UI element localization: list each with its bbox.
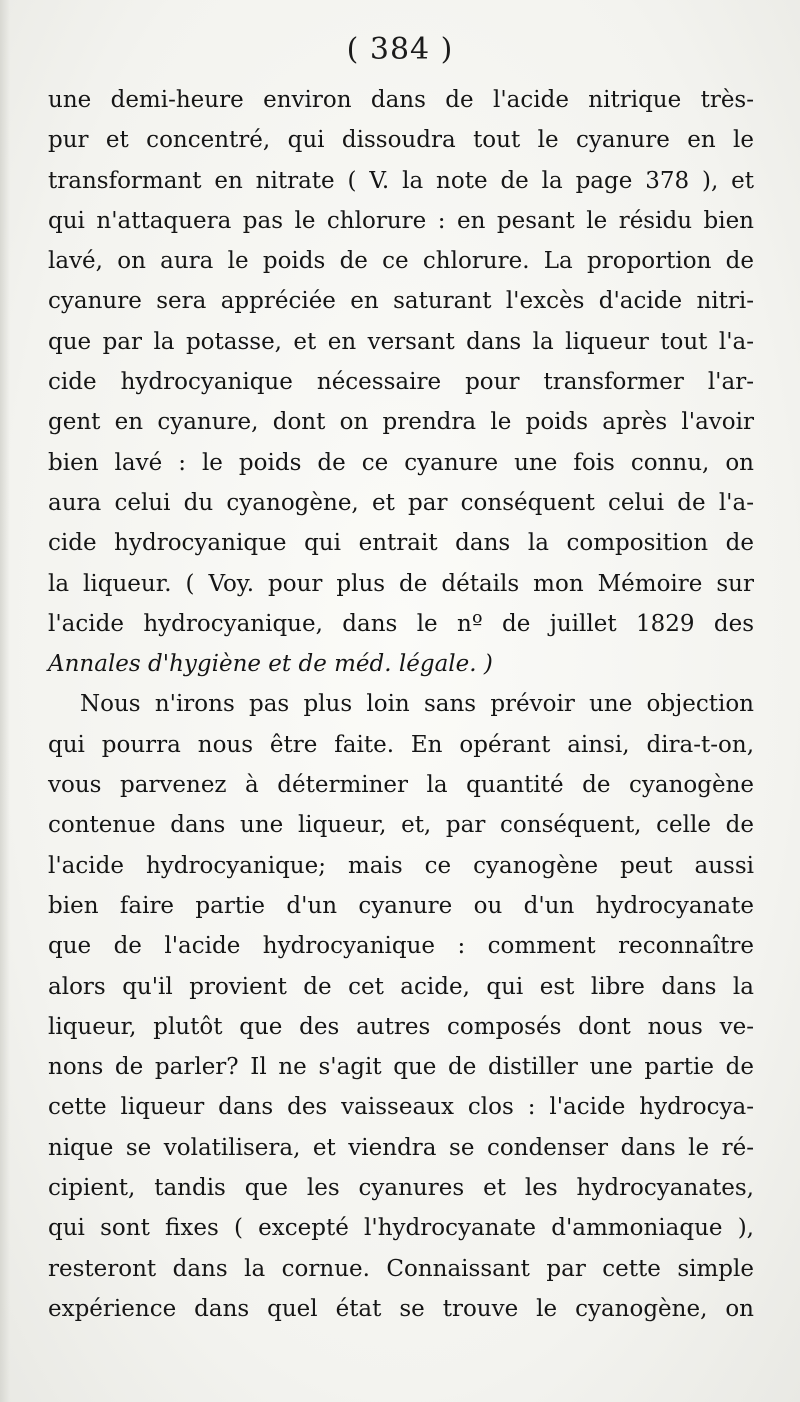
text-line: qui n'attaquera pas le chlorure : en pesant le résidu bien (48, 207, 754, 234)
body-text (48, 80, 754, 1329)
text-line: cide hydrocyanique nécessaire pour transformer l'ar- (48, 369, 754, 396)
text-line: contenue dans une liqueur, et, par conséquent, celle de (48, 812, 754, 839)
text-line: nique se volatilisera, et viendra se condenser dans le ré- (48, 1134, 754, 1161)
text-line: lavé, on aura le poids de ce chlorure. La proportion de (48, 248, 754, 275)
text-line: cette liqueur dans des vaisseaux clos : l'acide hydrocya- (48, 1094, 754, 1121)
text-line: qui pourra nous être faite. En opérant ainsi, dira-t-on, (48, 731, 754, 758)
text-line: que par la potasse, et en versant dans la liqueur tout l'a- (48, 328, 754, 355)
text-line: transformant en nitrate ( V. la note de la page 378 ), et (48, 167, 754, 194)
journal-citation-line: Annales d'hygiène et de méd. légale. ) (48, 651, 493, 678)
text-line: cipient, tandis que les cyanures et les hydrocyanates, (48, 1175, 754, 1202)
text-line: qui sont fixes ( excepté l'hydrocyanate d'ammoniaque ), (48, 1215, 754, 1242)
text-line: pur et concentré, qui dissoudra tout le cyanure en le (48, 127, 754, 154)
text-line: gent en cyanure, dont on prendra le poids après l'avoir (48, 409, 754, 436)
text-line: que de l'acide hydrocyanique : comment reconnaître (48, 933, 754, 960)
text-line: vous parvenez à déterminer la quantité de cyanogène (48, 772, 754, 799)
text-line: nons de parler? Il ne s'agit que de distiller une partie de (48, 1054, 754, 1081)
text-line: expérience dans quel état se trouve le cyanogène, on (48, 1295, 754, 1322)
text-line: bien faire partie d'un cyanure ou d'un hydrocyanate (48, 892, 754, 919)
text-line: alors qu'il provient de cet acide, qui est libre dans la (48, 973, 754, 1000)
text-line: une demi-heure environ dans de l'acide nitrique très- (48, 87, 754, 113)
text-line: l'acide hydrocyanique, dans le nº de juillet 1829 des (48, 610, 754, 637)
text-line: aura celui du cyanogène, et par conséquent celui de l'a- (48, 489, 754, 516)
text-line: liqueur, plutôt que des autres composés dont nous ve- (48, 1013, 754, 1040)
page-edge-shadow (0, 0, 10, 1402)
text-line: l'acide hydrocyanique; mais ce cyanogène peut aussi (48, 852, 754, 879)
text-line: cyanure sera appréciée en saturant l'excès d'acide nitri- (48, 288, 754, 315)
text-line: cide hydrocyanique qui entrait dans la composition de (48, 530, 754, 557)
text-line: bien lavé : le poids de ce cyanure une fois connu, on (48, 449, 754, 476)
text-line: la liqueur. ( Voy. pour plus de détails mon Mémoire sur (48, 570, 754, 597)
page-number: ( 384 ) (346, 32, 454, 67)
text-line: resteront dans la cornue. Connaissant par cette simple (48, 1255, 754, 1282)
paragraph-start-line: Nous n'irons pas plus loin sans prévoir une objection (80, 691, 754, 718)
